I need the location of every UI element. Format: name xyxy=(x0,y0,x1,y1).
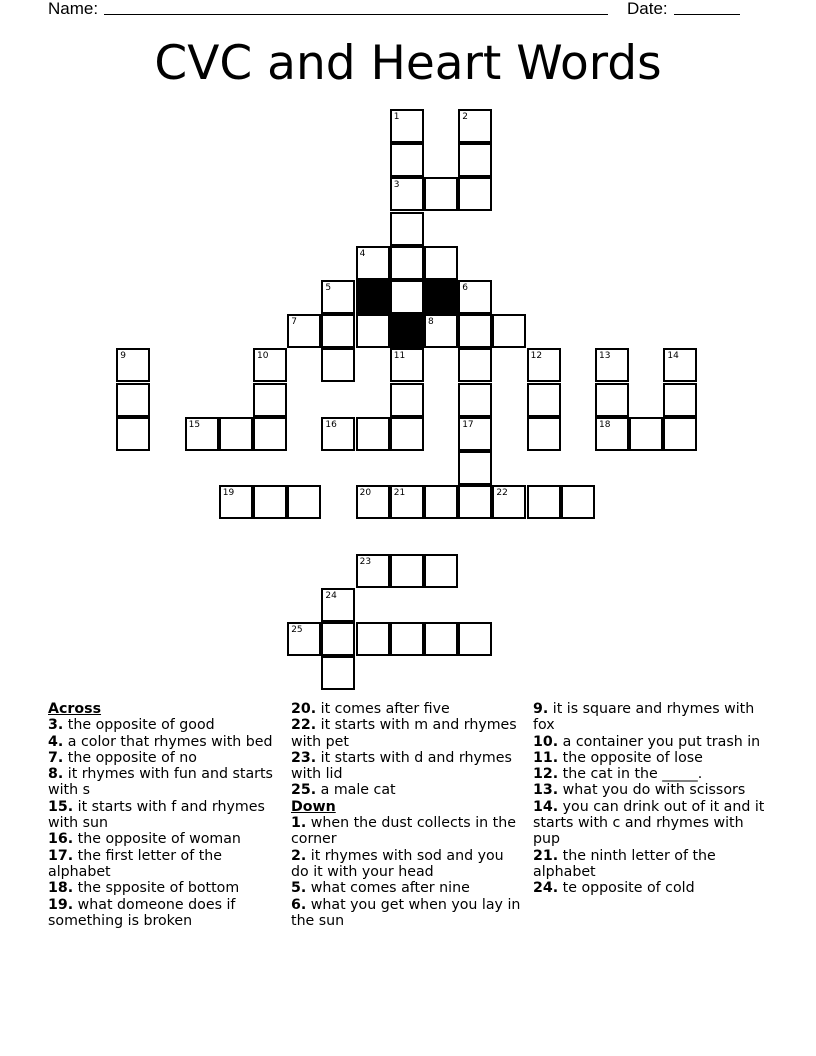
clue-item-number: 13. xyxy=(533,782,559,799)
clue-item xyxy=(48,734,280,750)
grid-cell[interactable] xyxy=(390,417,424,451)
grid-cell[interactable] xyxy=(663,383,697,417)
grid-cell[interactable] xyxy=(390,143,424,177)
clue-item xyxy=(291,815,523,848)
grid-cell[interactable] xyxy=(321,280,355,314)
grid-cell[interactable] xyxy=(458,417,492,451)
clue-item xyxy=(533,848,773,881)
grid-cell[interactable] xyxy=(390,246,424,280)
clue-item-text: you can drink out of it and it starts with c and rhymes with pup xyxy=(533,798,765,848)
clue-item-text: it is square and rhymes with fox xyxy=(533,701,755,734)
clue-number: 24 xyxy=(325,590,337,601)
clue-number: 8 xyxy=(428,317,434,328)
clue-number: 13 xyxy=(599,351,611,362)
clue-item-text: the opposite of woman xyxy=(73,831,241,848)
grid-cell[interactable] xyxy=(424,554,458,588)
clue-item xyxy=(533,880,773,896)
grid-cell[interactable] xyxy=(458,383,492,417)
grid-cell[interactable] xyxy=(527,417,561,451)
clue-item-text: the cat in the _____. xyxy=(558,766,703,783)
clue-number: 9 xyxy=(120,351,126,362)
grid-cell[interactable] xyxy=(390,485,424,519)
clue-item-text: what comes after nine xyxy=(306,880,470,897)
grid-cell[interactable] xyxy=(356,485,390,519)
clue-number: 10 xyxy=(257,351,269,362)
blocked-cell xyxy=(424,280,458,314)
blocked-cell xyxy=(390,314,424,348)
blocked-cell xyxy=(356,280,390,314)
clue-item xyxy=(291,750,523,783)
grid-cell[interactable] xyxy=(321,348,355,382)
clue-item xyxy=(291,701,523,717)
clue-item xyxy=(291,782,523,798)
grid-cell[interactable] xyxy=(492,485,526,519)
grid-cell[interactable] xyxy=(424,177,458,211)
grid-cell[interactable] xyxy=(595,348,629,382)
clue-item xyxy=(533,766,773,782)
clue-item xyxy=(533,734,773,750)
clue-item-number: 17. xyxy=(48,847,74,864)
clue-item-text: it starts with f and rhymes with sun xyxy=(48,798,265,832)
clue-number: 16 xyxy=(325,419,337,430)
clue-number: 7 xyxy=(291,317,297,328)
clue-heading-down: Down xyxy=(291,798,336,815)
grid-cell[interactable] xyxy=(390,383,424,417)
clue-number: 1 xyxy=(393,112,400,122)
clue-item xyxy=(48,880,280,896)
grid-cell[interactable] xyxy=(458,143,492,177)
clue-item xyxy=(48,848,280,881)
grid-cell[interactable] xyxy=(390,280,424,314)
grid-cell[interactable] xyxy=(321,417,355,451)
grid-cell[interactable] xyxy=(356,314,390,348)
grid-cell[interactable] xyxy=(458,622,492,656)
clue-item-number: 7. xyxy=(48,749,64,766)
grid-cell[interactable] xyxy=(253,383,287,417)
grid-cell[interactable] xyxy=(458,348,492,382)
clue-number: 5 xyxy=(325,283,332,293)
clue-item xyxy=(291,897,523,930)
clue-item xyxy=(48,897,280,930)
clue-item xyxy=(533,782,773,798)
grid-cell[interactable] xyxy=(356,554,390,588)
grid-cell[interactable] xyxy=(185,417,219,451)
clue-column-2 xyxy=(291,701,523,929)
clue-item-number: 14. xyxy=(533,798,559,815)
grid-cell[interactable] xyxy=(356,417,390,451)
clue-column-3 xyxy=(533,701,773,897)
grid-cell[interactable] xyxy=(424,246,458,280)
clue-item-text: what domeone does if something is broken xyxy=(48,896,236,929)
clue-heading-across: Across xyxy=(48,701,102,717)
grid-cell[interactable] xyxy=(629,417,663,451)
clue-item-number: 6. xyxy=(291,896,307,913)
clue-item-text: it starts with d and rhymes with lid xyxy=(291,749,512,783)
grid-cell[interactable] xyxy=(116,348,150,382)
clue-item xyxy=(533,750,773,766)
grid-cell[interactable] xyxy=(321,656,355,690)
clue-item xyxy=(48,799,280,832)
grid-cell[interactable] xyxy=(219,485,253,519)
clue-item xyxy=(533,701,773,734)
clue-item-number: 16. xyxy=(48,831,74,848)
clue-item-number: 9. xyxy=(533,701,549,717)
clue-item-number: 15. xyxy=(48,798,74,815)
grid-cell[interactable] xyxy=(321,588,355,622)
clue-item-text: when the dust collects in the corner xyxy=(291,815,516,848)
clue-item-number: 21. xyxy=(533,847,559,864)
clue-item-number: 18. xyxy=(48,880,74,897)
grid-cell[interactable] xyxy=(219,417,253,451)
clue-item-number: 1. xyxy=(291,815,307,832)
grid-cell[interactable] xyxy=(390,177,424,211)
grid-cell[interactable] xyxy=(424,622,458,656)
clue-number: 19 xyxy=(222,488,235,499)
clue-item-text: a color that rhymes with bed xyxy=(63,733,273,750)
clue-item-text: the opposite of lose xyxy=(558,749,703,766)
clue-item-text: the ninth letter of the alphabet xyxy=(533,847,716,880)
clue-item-number: 25. xyxy=(291,782,317,799)
grid-cell[interactable] xyxy=(424,485,458,519)
grid-cell[interactable] xyxy=(458,314,492,348)
clue-item-number: 22. xyxy=(291,717,317,734)
clue-number: 15 xyxy=(188,419,201,430)
clue-number: 21 xyxy=(393,488,406,499)
clue-item-text: it comes after five xyxy=(316,701,450,717)
grid-cell[interactable] xyxy=(321,622,355,656)
clue-number: 4 xyxy=(359,248,366,259)
clue-item-text: it starts with m and rhymes with pet xyxy=(291,717,517,750)
clue-item xyxy=(291,848,523,881)
grid-cell[interactable] xyxy=(458,451,492,485)
clue-number: 18 xyxy=(599,419,611,430)
grid-cell[interactable] xyxy=(424,314,458,348)
grid-cell[interactable] xyxy=(527,485,561,519)
grid-cell[interactable] xyxy=(663,348,697,382)
grid-cell[interactable] xyxy=(253,417,287,451)
grid-cell[interactable] xyxy=(253,348,287,382)
clue-number: 20 xyxy=(359,488,372,499)
grid-cell[interactable] xyxy=(458,280,492,314)
grid-cell[interactable] xyxy=(390,109,424,143)
grid-cell[interactable] xyxy=(492,314,526,348)
clue-item-number: 11. xyxy=(533,749,559,766)
clue-item-text: a container you put trash in xyxy=(558,733,761,750)
clue-item-text: the spposite of bottom xyxy=(73,880,240,897)
grid-cell[interactable] xyxy=(527,383,561,417)
grid-cell[interactable] xyxy=(356,246,390,280)
clue-item xyxy=(291,880,523,896)
clue-item-text: what you get when you lay in the sun xyxy=(291,896,521,929)
grid-cell[interactable] xyxy=(390,622,424,656)
clue-item-number: 3. xyxy=(48,717,64,734)
grid-cell[interactable] xyxy=(287,622,321,656)
grid-cell[interactable] xyxy=(287,314,321,348)
clue-item xyxy=(48,766,280,799)
clue-item-number: 2. xyxy=(291,847,307,864)
grid-cell[interactable] xyxy=(253,485,287,519)
clue-number: 14 xyxy=(667,351,679,362)
date-label: Date: xyxy=(627,0,668,18)
page-title: CVC and Heart Words xyxy=(154,36,662,91)
grid-cell[interactable] xyxy=(458,177,492,211)
grid-cell[interactable] xyxy=(390,554,424,588)
clue-item-number: 8. xyxy=(48,766,64,783)
clue-number: 25 xyxy=(291,625,303,635)
clue-number: 22 xyxy=(496,488,508,499)
clue-item-number: 20. xyxy=(291,701,317,717)
clue-number: 12 xyxy=(530,351,543,362)
grid-cell[interactable] xyxy=(595,383,629,417)
clue-item xyxy=(48,750,280,766)
grid-cell[interactable] xyxy=(116,383,150,417)
grid-cell[interactable] xyxy=(663,417,697,451)
grid-cell[interactable] xyxy=(390,348,424,382)
clue-number: 2 xyxy=(462,112,468,122)
clue-item-text: it rhymes with fun and starts with s xyxy=(48,766,273,799)
clue-number: 6 xyxy=(462,283,468,293)
clue-item-text: the first letter of the alphabet xyxy=(48,847,223,880)
grid-cell[interactable] xyxy=(561,485,595,519)
clue-item-text: te opposite of cold xyxy=(558,880,695,897)
clue-number: 11 xyxy=(393,351,406,362)
grid-cell[interactable] xyxy=(116,417,150,451)
grid-cell[interactable] xyxy=(595,417,629,451)
clue-item-number: 24. xyxy=(533,880,559,897)
clue-item-text: what you do with scissors xyxy=(558,782,746,799)
clue-item-text: it rhymes with sod and you do it with your head xyxy=(291,847,504,880)
clue-item-text: the opposite of no xyxy=(63,749,197,766)
grid-cell[interactable] xyxy=(287,485,321,519)
clue-number: 3 xyxy=(393,180,400,191)
clue-item-number: 12. xyxy=(533,766,559,783)
clue-item xyxy=(533,799,773,848)
grid-cell[interactable] xyxy=(458,109,492,143)
clue-item-number: 4. xyxy=(48,733,64,750)
grid-cell[interactable] xyxy=(458,485,492,519)
grid-cell[interactable] xyxy=(527,348,561,382)
clue-number: 17 xyxy=(462,419,474,430)
clue-item-number: 10. xyxy=(533,733,559,750)
clue-item xyxy=(48,831,280,847)
grid-cell[interactable] xyxy=(390,212,424,246)
clue-item-number: 23. xyxy=(291,749,317,766)
clue-item xyxy=(48,717,280,733)
clue-item-text: a male cat xyxy=(316,782,396,799)
clue-number: 23 xyxy=(359,556,372,567)
grid-cell[interactable] xyxy=(321,314,355,348)
clue-item-number: 5. xyxy=(291,880,307,897)
grid-cell[interactable] xyxy=(356,622,390,656)
name-label: Name: xyxy=(48,0,99,18)
clue-item-text: the opposite of good xyxy=(63,717,215,734)
clue-column-1 xyxy=(48,701,280,929)
clue-item-number: 19. xyxy=(48,896,74,913)
clue-item xyxy=(291,717,523,750)
